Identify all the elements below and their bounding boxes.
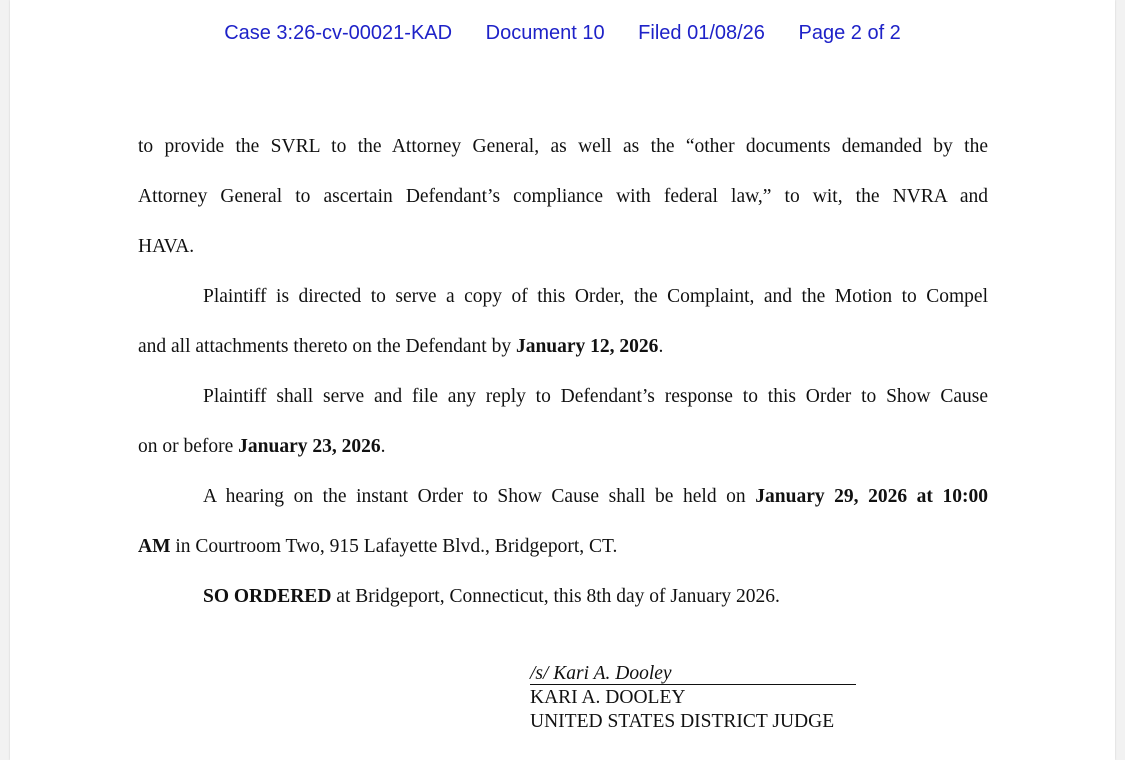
text: . (380, 436, 386, 457)
signature-block (530, 662, 856, 734)
order-body (138, 130, 988, 630)
hearing-time-suffix: AM (138, 536, 171, 557)
case-number: Case 3:26-cv-00021-KAD (224, 22, 453, 44)
electronic-signature: /s/ Kari A. Dooley (530, 664, 856, 685)
paragraph-4-line-1 (138, 480, 988, 530)
paragraph-5 (138, 580, 988, 630)
paragraph-4-line-2 (138, 530, 988, 580)
document-number: Document 10 (485, 22, 605, 44)
deadline-reply: January 23, 2026 (238, 436, 381, 457)
hearing-date: January 29, 2026 at 10:00 (755, 486, 988, 507)
paragraph-1-line-1: to provide the SVRL to the Attorney General, as well as the “other documents demanded by the (138, 136, 988, 157)
paragraph-1-line-3: HAVA. (138, 236, 195, 257)
paragraph-3-line-2 (138, 430, 988, 480)
text: and all attachments thereto on the Defendant by (138, 336, 516, 357)
paragraph-1-line-2: Attorney General to ascertain Defendant’s compliance with federal law,” to wit, the NVRA and (138, 186, 988, 207)
text: . (658, 336, 664, 357)
judge-title: UNITED STATES DISTRICT JUDGE (530, 711, 835, 732)
ecf-header (0, 22, 1125, 45)
page-indicator: Page 2 of 2 (798, 22, 901, 44)
text: A hearing on the instant Order to Show Cause shall be held on (203, 486, 756, 507)
paragraph-2-line-2 (138, 330, 988, 380)
paragraph-3-line-1: Plaintiff shall serve and file any reply to Defendant’s response to this Order to Show Cause (203, 386, 988, 407)
text: in Courtroom Two, 915 Lafayette Blvd., Bridgeport, CT. (170, 536, 618, 557)
filed-date: Filed 01/08/26 (638, 22, 765, 44)
paragraph-2-line-1: Plaintiff is directed to serve a copy of this Order, the Complaint, and the Motion to Compel (203, 286, 988, 307)
text: on or before (138, 436, 239, 457)
judge-name: KARI A. DOOLEY (530, 687, 686, 708)
so-ordered: SO ORDERED (203, 586, 332, 607)
text: at Bridgeport, Connecticut, this 8th day of January 2026. (331, 586, 780, 607)
deadline-service: January 12, 2026 (515, 336, 659, 357)
